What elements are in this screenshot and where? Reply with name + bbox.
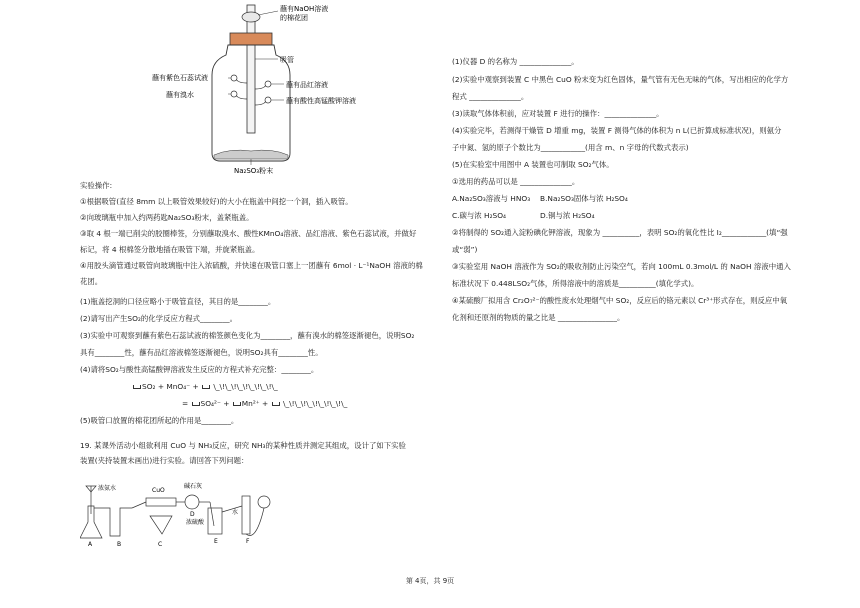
leveling-bulb-f (258, 496, 270, 508)
label-cuo: CuO (152, 487, 165, 494)
r-question-5: (5)在实验室中用图中 A 装置也可制取 SO₂气体。 (452, 160, 614, 169)
page-number: 第 4页，共 9页 (405, 577, 455, 585)
u-tube-b (94, 508, 132, 536)
equation-line-1: SO₂ + MnO₄⁻ + \_\!\_\!\_\!\_\!\_\!\_ (132, 381, 278, 392)
drying-tube-d (185, 495, 199, 509)
problem-19b: 装置(夹持装置未画出)进行实验。请回答下列问题： (80, 456, 249, 465)
r-question-3: (3)读取气体体积前，应对装置 F 进行的操作：______________。 (452, 109, 664, 118)
r-question-5-3b: 标准状况下 0.448LSO₂气体，所得溶液中的溶质是__________(填化学式)。 (452, 279, 699, 288)
powder (214, 150, 288, 159)
label-b: B (117, 541, 122, 548)
r-question-5-4b: 化剂和还原剂的物质的量之比是 ________________。 (452, 313, 625, 322)
r-question-5-2a: ②将制得的 SO₂通入淀粉碘化钾溶液，现象为 __________，表明 SO₂的氧化性比 I₂____________(填“强 (452, 228, 788, 237)
question-5: (5)吸管口放置的棉花团所起的作用是________。 (80, 416, 239, 425)
label-sodalime: 碱石灰 (184, 483, 203, 490)
r-question-2a: (2)实验中观察到装置 C 中黑色 CuO 粉末变为红色固体，量气管有无色无味的气体，写出相应的化学方 (452, 75, 789, 84)
op-4b: 花团。 (80, 277, 103, 286)
label-pinkred: 蘸有品红溶液 (286, 81, 328, 89)
bottle-apparatus-figure (150, 3, 380, 178)
coefficient-blank (133, 385, 141, 389)
r-question-1: (1)仪器 D 的名称为 ______________。 (452, 57, 579, 66)
label-bromine: 蘸有溴水 (166, 91, 194, 99)
ops-title: 实验操作: (80, 181, 113, 190)
label-d: D (190, 511, 195, 518)
op-2: ②向玻璃瓶中加入约两药匙Na₂SO₃粉末，盖紧瓶盖。 (80, 213, 254, 222)
option-c: C.碳与浓 H₂SO₄ (452, 211, 507, 220)
tube-c (146, 498, 176, 506)
r-question-5-1: ①选用的药品可以是 ______________。 (452, 177, 580, 186)
gas-burette-f (242, 496, 250, 534)
label-ammonia: 浓氨水 (98, 485, 117, 492)
question-3a: (3)实验中可观察到蘸有紫色石蕊试液的棉签颜色变化为________，蘸有溴水的棉签逐渐褪色，说明SO₂ (80, 331, 415, 340)
label-e: E (214, 538, 218, 545)
option-a: A.Na₂SO₃溶液与 HNO₃ (452, 194, 531, 203)
r-question-4a: (4)实验完毕，若测得干燥管 D 增重 mg，装置 F 测得气体的体积为 n L(已折算成标准状况)，则氨分 (452, 126, 782, 135)
label-litmus: 蘸有紫色石蕊试液 (152, 74, 208, 82)
coefficient-blank (233, 402, 241, 406)
equation-line-2: = SO₄²⁻ + Mn²⁺ + \_\!\_\!\_\!\_\!\_\!\_ (182, 399, 348, 408)
label-a: A (88, 541, 93, 548)
label-c: C (158, 541, 163, 548)
label-f: F (246, 538, 250, 545)
op-3a: ③取 4 根一端已削尖的胶圈棒签，分别蘸取溴水、酸性KMnO₄溶液、品红溶液、紫色石蕊试液，并做好 (80, 229, 417, 238)
question-2: (2)请写出产生SO₂的化学反应方程式________。 (80, 314, 237, 323)
label-acid: 浓硫酸 (186, 519, 205, 526)
label-powder: Na₂SO₃粉末 (234, 167, 274, 175)
label-water: 水 (232, 509, 239, 516)
op-3b: 标记，将 4 根棉签分散地插在吸管下端，并旋紧瓶盖。 (80, 245, 260, 254)
r-question-4b: 子中氮、氢的原子个数比为____________(用含 m、n 字母的代数式表示) (452, 143, 689, 152)
bottle-cap (230, 33, 272, 45)
option-d: D.铜与浓 H₂SO₄ (540, 211, 595, 220)
r-question-5-2b: 或“弱”) (452, 245, 478, 254)
coefficient-blank (272, 402, 280, 406)
problem-19a: 19. 某课外活动小组欲利用 CuO 与 NH₃反应，研究 NH₃的某种性质并测定其组成，设计了如下实验 (80, 441, 406, 450)
cuo-nh3-apparatus-figure (80, 476, 280, 548)
r-question-5-4a: ④某硫酸厂拟用含 Cr₂O₇²⁻的酸性废水处理烟气中 SO₂，反应后的铬元素以 Cr³⁺形式存在，则反应中氧 (452, 296, 788, 305)
burner-c (150, 516, 172, 534)
label-tube: 吸管 (280, 56, 294, 64)
op-1: ①根据吸管(直径 8mm 以上吸管效果较好)的大小在瓶盖中间挖一个洞，插入吸管。 (80, 197, 353, 206)
question-4: (4)请将SO₂与酸性高锰酸钾溶液发生反应的方程式补充完整：________。 (80, 365, 319, 374)
coefficient-blank (202, 385, 210, 389)
cotton-ball (242, 12, 260, 22)
label-naoh: 蘸有NaOH溶液 (280, 5, 329, 13)
option-b: B.Na₂SO₃固体与浓 H₂SO₄ (540, 194, 628, 203)
r-question-2b: 程式 ______________。 (452, 92, 529, 101)
coefficient-blank (192, 402, 200, 406)
question-1: (1)瓶盖挖洞的口径应略小于吸管直径，其目的是________。 (80, 297, 276, 306)
label-kmno4: 蘸有酸性高锰酸钾溶液 (286, 97, 356, 105)
op-4a: ④用胶头滴管通过吸管向玻璃瓶中注入浓硫酸，并快速在吸管口塞上一团蘸有 6mol · L⁻¹NaOH 溶液的棉 (80, 261, 423, 270)
label-cotton: 的棉花团 (280, 14, 308, 22)
question-3b: 具有________性，蘸有品红溶液棉签逐渐褪色，说明SO₂具有________性。 (80, 348, 323, 357)
straw-tube (247, 5, 255, 133)
bottle-e (208, 508, 222, 534)
r-question-5-3a: ③实验室用 NaOH 溶液作为 SO₂的吸收剂防止污染空气，若向 100mL 0.3mol/L 的 NaOH 溶液中通入 (452, 262, 791, 271)
